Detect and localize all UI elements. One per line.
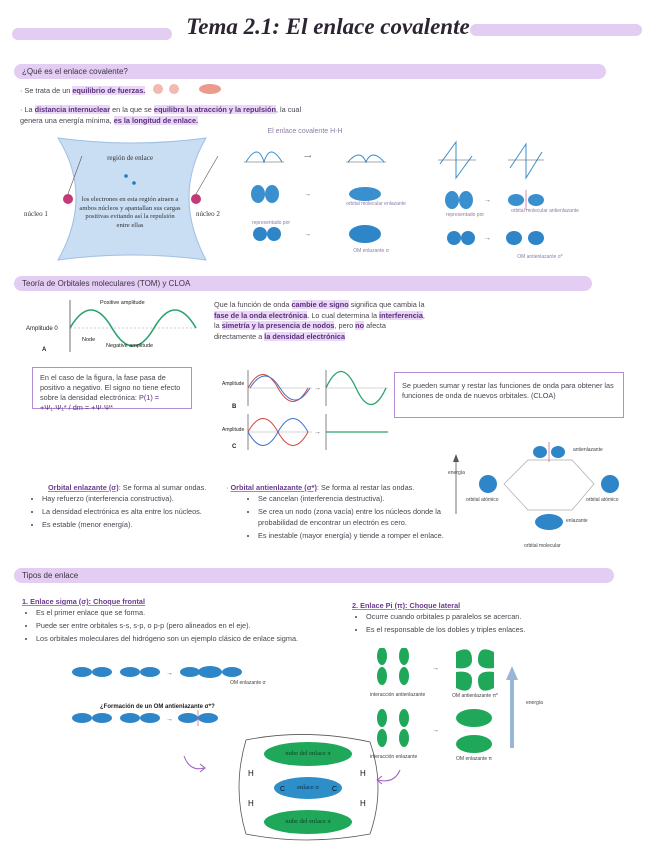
svg-text:C: C xyxy=(280,786,286,793)
svg-text:→: → xyxy=(484,197,491,204)
section-header-tom: Teoría de Orbitales moleculares (TOM) y CLOA xyxy=(14,276,592,291)
list-item: • Es inestable (mayor energía) y tiende a romper el enlace. xyxy=(258,530,462,541)
pi-anti-label: interacción antienlazante xyxy=(370,692,426,698)
svg-text:→: → xyxy=(484,235,491,242)
mo-energy-diagram xyxy=(448,430,638,548)
svg-text:→: → xyxy=(166,670,173,677)
list-item: • Los orbitales moleculares del hidrógeno son un ejemplo clásico de enlace sigma. xyxy=(36,633,332,644)
hh-lbl-om: OM enlazante σ xyxy=(353,248,389,254)
diag-enl-label: enlazante xyxy=(566,518,588,524)
interference-label-b: B xyxy=(232,404,237,410)
svg-text:C: C xyxy=(332,786,338,793)
pi-energy-label: energía xyxy=(526,700,543,706)
decor-arrow-left-icon xyxy=(180,752,210,776)
pi-om-anti-label: OM antienlazante π* xyxy=(452,693,498,699)
hh-lbl-om2: OM antienlazante σ* xyxy=(517,254,563,260)
diag-mo-label: orbital molecular xyxy=(524,543,561,549)
hh-lbl-enlazante: orbital molecular enlazante xyxy=(346,201,406,207)
intro-bullet-2: · La distancia internuclear en la que se equilibra la atracción y la repulsión, la cual genera una energía mínima, es la longitud de enlace. xyxy=(20,105,302,125)
interference-label-c: C xyxy=(232,444,237,450)
svg-text:⟶: ⟶ xyxy=(304,154,312,160)
bond-region-label: región de enlace xyxy=(107,154,153,162)
page-title: Tema 2.1: El enlace covalente xyxy=(186,14,470,39)
sigma-om-label: OM enlazante σ xyxy=(230,680,266,686)
ethylene-bot-label: nube del enlace π xyxy=(285,818,331,825)
wave-pos-label: Positive amplitude xyxy=(100,300,145,306)
section-header-covalent: ¿Qué es el enlace covalente? xyxy=(14,64,606,79)
nucleus-1-label: núcleo 1 xyxy=(24,210,48,218)
sigma-orbital-figure xyxy=(70,662,260,732)
list-item: • Se cancelan (interferencia destructiva). xyxy=(258,493,462,504)
svg-text:→: → xyxy=(432,665,439,672)
antienlazante-list: · Orbital antienlazante (σ*): Se forma al restar las ondas. • Se cancelan (interferencia destructiva). • Se crea un nodo (zona vacía) entre los núcleos donde la probabilidad de encontrar un electrón es cero. • Es inestable (mayor energía) y tiende a romper el enlace. xyxy=(222,482,462,543)
pi-om-label: OM enlazante π xyxy=(456,756,492,762)
pi-bond-list: 2. Enlace Pi (π): Choque lateral • Ocurre cuando orbitales p paralelos se acercan. • Es el responsable de los dobles y triples enlaces. xyxy=(352,600,632,637)
cloa-box: Se pueden sumar y restar las funciones de onda para obtener las funciones de onda de nuevos orbitales. (CLOA) xyxy=(394,372,624,418)
hh-lbl-antienlazante: orbital molecular antienlazante xyxy=(511,208,579,214)
diag-ao1-label: orbital atómico xyxy=(466,497,499,503)
sign-note-box: En el caso de la figura, la fase pasa de positivo a negativo. El signo no tiene efecto sobre la densidad electrónica: P(1) = +Ψ₁·Ψ₁* / dm = +Ψ·Ψ* xyxy=(32,367,192,409)
interference-amp-2: Amplitude xyxy=(222,427,245,433)
list-item: • Se crea un nodo (zona vacía) entre los núcleos donde la probabilidad de encontrar un electrón es cero. xyxy=(258,506,462,528)
pi-orbital-figure xyxy=(368,648,548,766)
svg-text:→: → xyxy=(304,231,311,238)
svg-text:H: H xyxy=(248,769,254,778)
intro-bullet-1: · Se trata de un equilibrio de fuerzas. xyxy=(20,86,146,95)
svg-text:→: → xyxy=(432,727,439,734)
svg-text:H: H xyxy=(360,769,366,778)
ethylene-mid-label: enlace σ xyxy=(297,784,319,791)
list-item: • Es el responsable de los dobles y triples enlaces. xyxy=(366,624,632,635)
svg-text:A: A xyxy=(42,347,47,353)
list-item: • Es estable (menor energía). xyxy=(42,519,218,530)
list-item: • Es el primer enlace que se forma. xyxy=(36,607,332,618)
tom-paragraph: Que la función de onda cambie de signo significa que cambia la fase de la onda electrónica. Lo cual determina la interferencia, la simetría y la presencia de nodos, pero no afecta directamente a la densidad electrónica xyxy=(214,300,425,341)
list-item: • Hay refuerzo (interferencia constructiva). xyxy=(42,493,218,504)
pi-enl-label: interacción enlazante xyxy=(370,754,418,760)
diag-energy-label: energía xyxy=(448,470,465,476)
hh-lbl-rep1: representado por xyxy=(251,220,291,226)
svg-text:→: → xyxy=(304,191,311,198)
wave-interference-figure xyxy=(222,366,392,452)
wave-neg-label: Negative amplitude xyxy=(106,343,154,349)
hh-caption: El enlace covalente H-H xyxy=(267,128,343,135)
nucleus-2-label: núcleo 2 xyxy=(196,210,220,218)
bond-region-desc: los electrones en esta región atraen a ambos núcleos y apantallan sus cargas positivas evitando así la repulsión entre ellas xyxy=(79,196,181,229)
list-item: • Ocurre cuando orbitales p paralelos se acercan. xyxy=(366,611,632,622)
ethylene-top-label: nube del enlace π xyxy=(285,750,331,757)
interference-amp-1: Amplitude xyxy=(222,381,245,387)
svg-text:H: H xyxy=(248,799,254,808)
svg-text:→: → xyxy=(314,429,321,436)
svg-text:→: → xyxy=(314,385,321,392)
diag-ao2-label: orbital atómico xyxy=(586,497,619,503)
svg-text:H: H xyxy=(360,799,366,808)
svg-text:→: → xyxy=(166,716,173,723)
sigma-bond-list: 1. Enlace sigma (σ): Choque frontal • Es el primer enlace que se forma. • Puede ser entre orbitales s-s, s-p, o p-p (pero alineados en el eje). • Los orbitales moleculares del hidrógeno son un ejemplo clásico de enlace sigma. xyxy=(22,596,332,646)
decor-arrow-right-icon xyxy=(374,768,404,788)
wave-node-label: Node xyxy=(82,337,96,343)
diag-anti-label: antienlazante xyxy=(573,447,603,453)
section-header-tipos: Tipos de enlace xyxy=(14,568,614,583)
svg-text:Amplitude 0: Amplitude 0 xyxy=(26,326,58,332)
hh-lbl-rep2: representado por xyxy=(445,212,485,218)
atoms-approach-icon xyxy=(150,82,230,98)
antibonding-question: ¿Formación de un OM antienlazante σ*? xyxy=(100,704,215,710)
list-item: • La densidad electrónica es alta entre los núcleos. xyxy=(42,506,218,517)
list-item: • Puede ser entre orbitales s-s, s-p, o p-p (pero alineados en el eje). xyxy=(36,620,332,631)
enlazante-list: Orbital enlazante (σ): Se forma al sumar ondas. • Hay refuerzo (interferencia constructiva). • La densidad electrónica es alta entre los núcleos. • Es estable (menor energía). xyxy=(28,482,218,532)
